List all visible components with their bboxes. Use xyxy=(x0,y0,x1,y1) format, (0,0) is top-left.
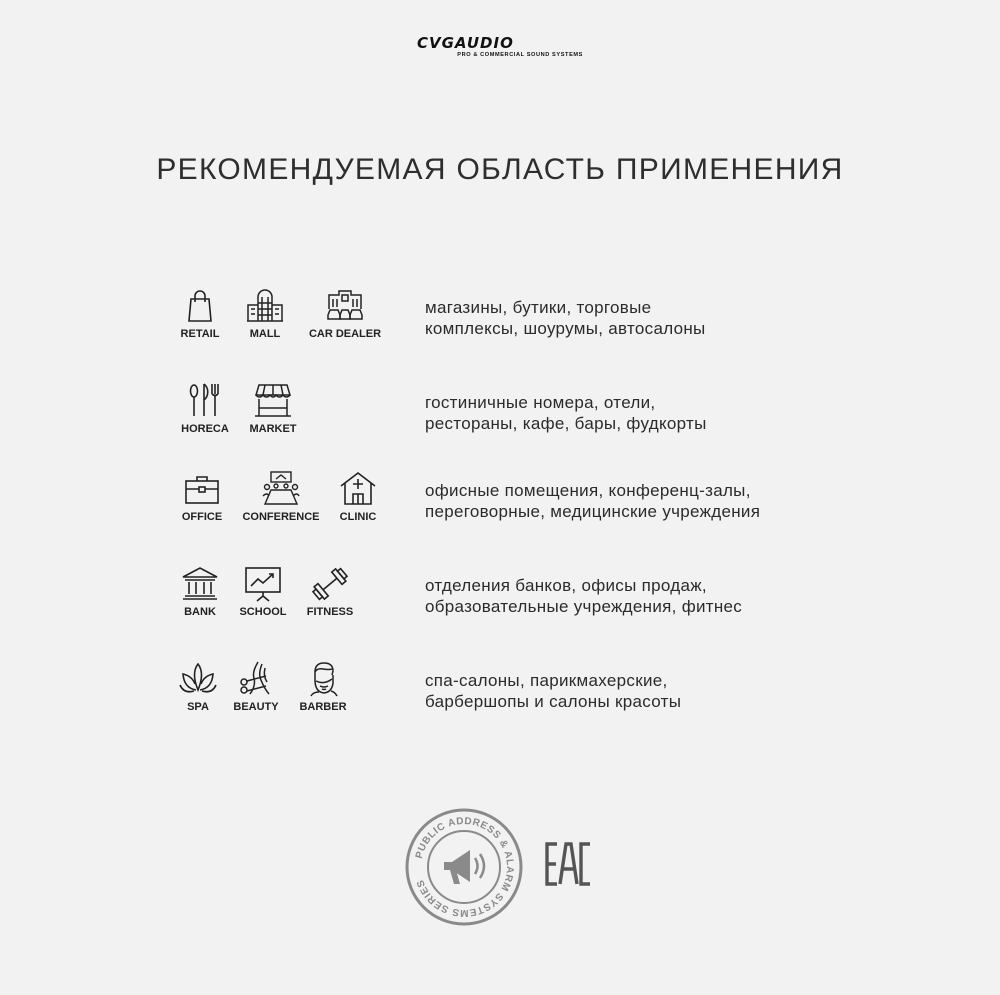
bank-columns-icon xyxy=(180,565,220,603)
icon-label: MARKET xyxy=(249,423,297,435)
badge-text: PUBLIC ADDRESS & ALARM SYSTEMS SERIES xyxy=(413,815,516,919)
icon-cell xyxy=(228,382,318,442)
icon-cell xyxy=(157,470,247,530)
icon-label: BEAUTY xyxy=(233,701,279,713)
icon-label: SCHOOL xyxy=(239,606,287,618)
icon-cell xyxy=(285,565,375,625)
row-description xyxy=(425,670,985,712)
icon-label: RETAIL xyxy=(180,328,220,340)
icon-label: FITNESS xyxy=(306,606,354,618)
description-line: офисные помещения, конференц-залы, xyxy=(425,481,751,500)
icon-cell xyxy=(278,660,368,720)
description-line: переговорные, медицинские учреждения xyxy=(425,502,761,521)
icon-cell xyxy=(300,287,390,347)
brand-logo xyxy=(417,36,583,58)
mall-building-icon xyxy=(245,287,285,325)
page-title: РЕКОМЕНДУЕМАЯ ОБЛАСТЬ ПРИМЕНЕНИЯ xyxy=(156,153,844,186)
application-row-office xyxy=(0,470,1000,550)
bearded-man-icon xyxy=(303,660,343,698)
megaphone-icon xyxy=(444,850,484,884)
icon-cell xyxy=(220,287,310,347)
application-row-spa xyxy=(0,660,1000,740)
row-description xyxy=(425,297,985,339)
icon-label: HORECA xyxy=(181,423,229,435)
briefcase-icon xyxy=(182,470,222,508)
market-stall-icon xyxy=(253,382,293,420)
icon-label: BANK xyxy=(184,606,216,618)
description-line: спа-салоны, парикмахерские, xyxy=(425,671,668,690)
description-line: рестораны, кафе, бары, фудкорты xyxy=(425,414,707,433)
icon-label: CAR DEALER xyxy=(308,328,382,340)
cutlery-icon xyxy=(185,382,225,420)
conference-table-icon xyxy=(261,470,301,508)
icon-label: CONFERENCE xyxy=(242,511,320,523)
icon-label: BARBER xyxy=(299,701,347,713)
icon-label: OFFICE xyxy=(181,511,223,523)
hair-scissors-icon xyxy=(236,660,276,698)
clinic-cross-icon xyxy=(338,470,378,508)
icon-label: MALL xyxy=(249,328,281,340)
brand-name: CVGAUDIO xyxy=(417,34,514,52)
description-line: барбершопы и салоны красоты xyxy=(425,692,682,711)
description-line: магазины, бутики, торговые xyxy=(425,298,652,317)
description-line: комплексы, шоурумы, автосалоны xyxy=(425,319,706,338)
icon-label: SPA xyxy=(187,701,209,713)
brand-tagline: PRO & COMMERCIAL SOUND SYSTEMS xyxy=(457,52,583,58)
presentation-board-icon xyxy=(243,565,283,603)
description-line: отделения банков, офисы продаж, xyxy=(425,576,707,595)
icon-cell xyxy=(313,470,403,530)
application-row-bank xyxy=(0,565,1000,645)
application-row-horeca xyxy=(0,382,1000,462)
car-dealer-icon xyxy=(325,287,365,325)
shopping-bag-icon xyxy=(180,287,220,325)
row-description xyxy=(425,575,985,617)
row-description xyxy=(425,392,985,434)
series-badge xyxy=(405,808,523,926)
dumbbell-icon xyxy=(310,565,350,603)
application-row-retail xyxy=(0,287,1000,367)
row-description xyxy=(425,480,985,522)
description-line: образовательные учреждения, фитнес xyxy=(425,597,743,616)
icon-label: CLINIC xyxy=(339,511,377,523)
eac-mark-icon xyxy=(544,841,592,887)
description-line: гостиничные номера, отели, xyxy=(425,393,656,412)
